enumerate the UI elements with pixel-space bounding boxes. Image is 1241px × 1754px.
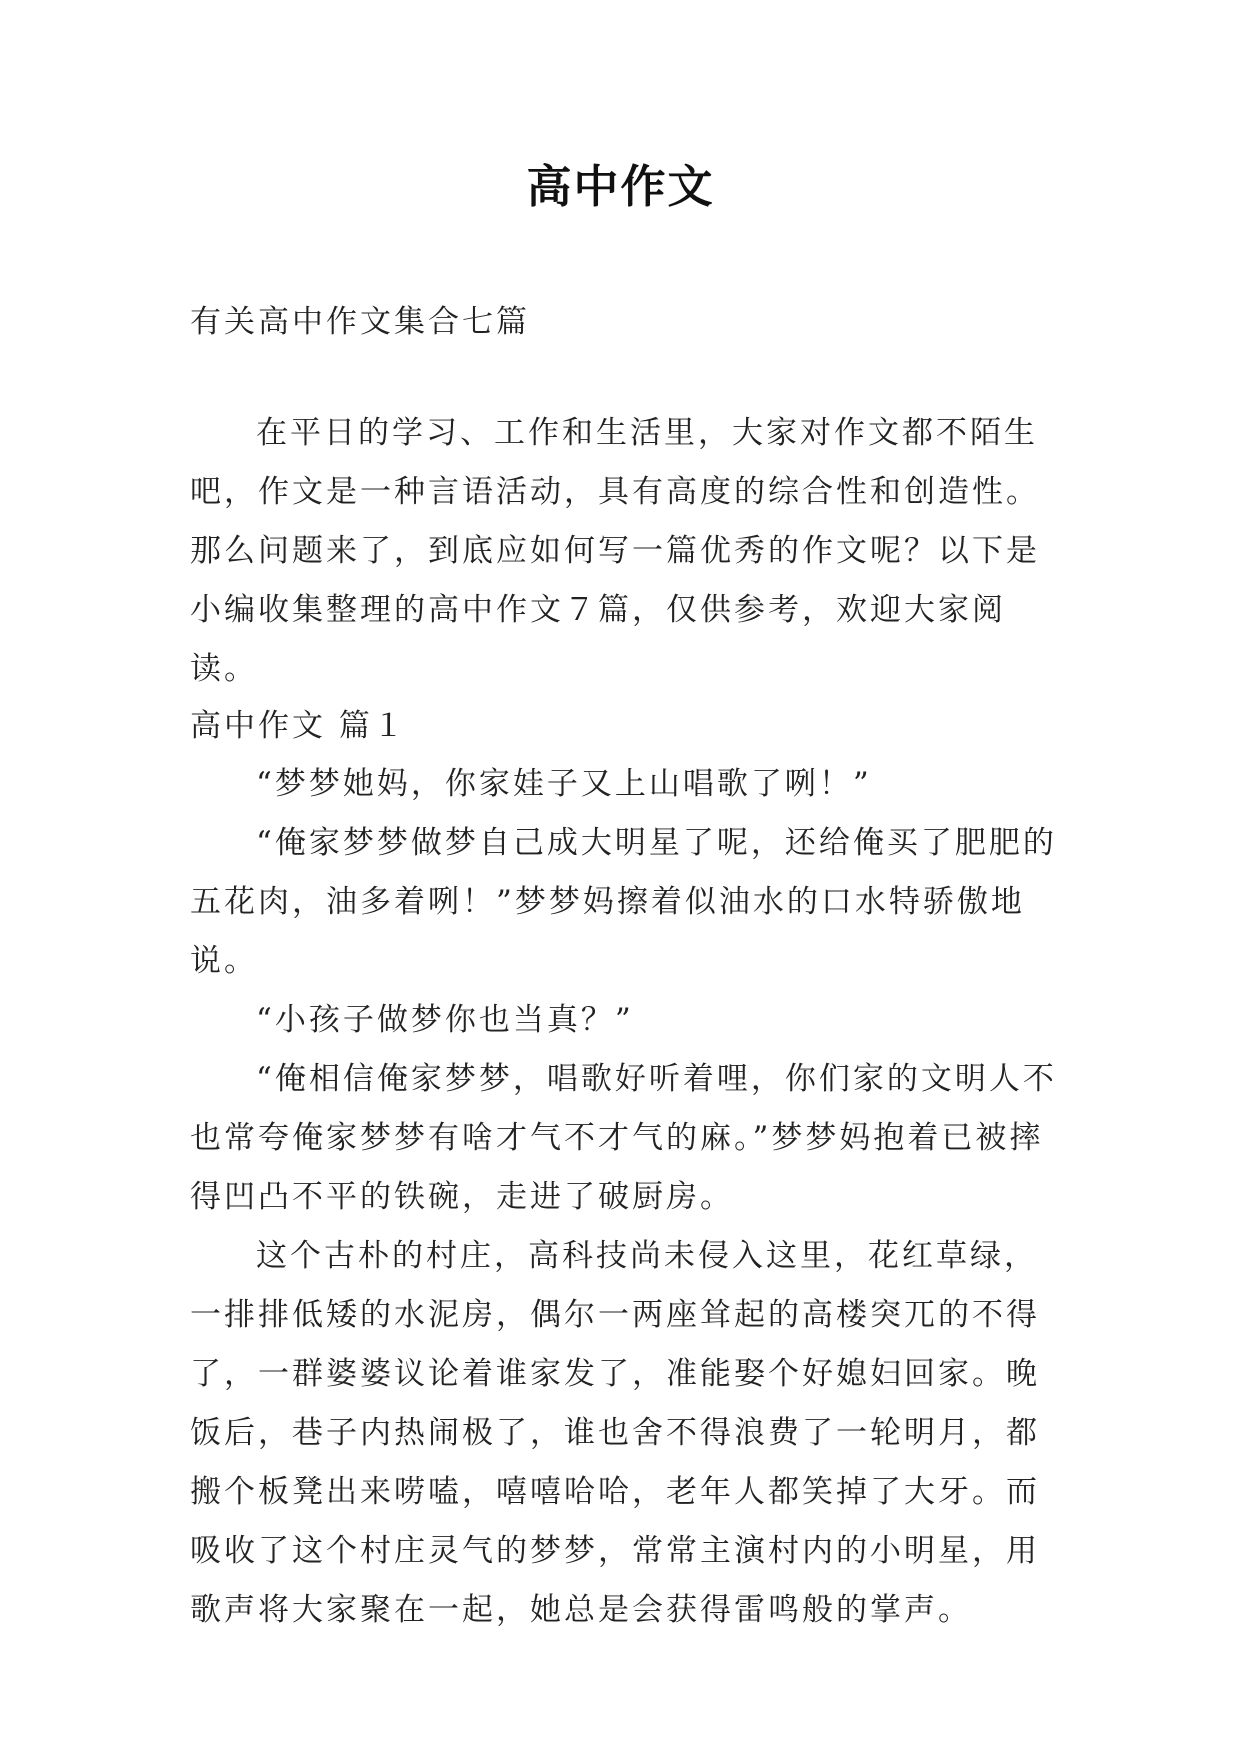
essay-paragraph: “梦梦她妈，你家娃子又上山唱歌了咧！” <box>256 766 872 802</box>
essay-paragraph: 这个古朴的村庄，高科技尚未侵入这里，花红草绿，一排排低矮的水泥房，偶尔一两座耸起的高楼突兀的不得了，一群婆婆议论着谁家发了，准能娶个好媳妇回家。晚饭后，巷子内热闹极了，谁也舍不得浪费了一轮明月，都搬个板凳出来唠嗑，嘻嘻哈哈，老年人都笑掉了大牙。而吸收了这个村庄灵气的梦梦，常常主演村内的小明星，用歌声将大家聚在一起，她总是会获得雷鸣般的掌声。 <box>190 1238 1040 1628</box>
essay-paragraph: “俺相信俺家梦梦，唱歌好听着哩，你们家的文明人不也常夸俺家梦梦有啥才气不才气的麻。”梦梦妈抱着已被摔得凹凸不平的铁碗，走进了破厨房。 <box>190 1061 1057 1215</box>
intro-block <box>190 404 1070 699</box>
document-title: 高中作文 <box>526 160 715 213</box>
essay-paragraph: “俺家梦梦做梦自己成大明星了呢，还给俺买了肥肥的五花肉，油多着咧！”梦梦妈擦着似油水的口水特骄傲地说。 <box>190 825 1057 979</box>
section-heading: 高中作文 篇１ <box>190 708 407 744</box>
essay-paragraph: “小孩子做梦你也当真？” <box>256 1002 634 1038</box>
document-subtitle: 有关高中作文集合七篇 <box>190 304 530 340</box>
intro-paragraph: 在平日的学习、工作和生活里，大家对作文都不陌生吧，作文是一种言语活动，具有高度的综合性和创造性。那么问题来了，到底应如何写一篇优秀的作文呢？以下是小编收集整理的高中作文７篇，仅供参考，欢迎大家阅读。 <box>190 415 1040 687</box>
essay-body <box>190 755 1070 1640</box>
